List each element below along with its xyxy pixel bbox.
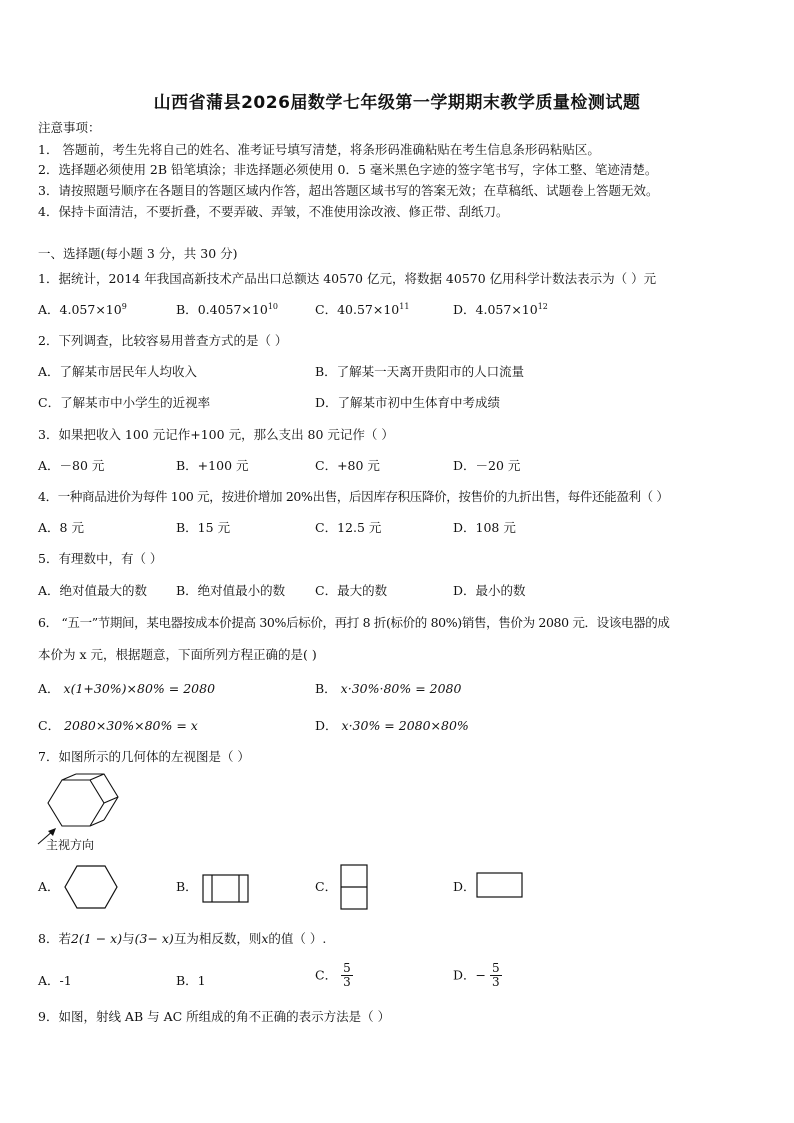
q7-figure-caption: 主视方向: [46, 838, 95, 852]
fraction: $\frac{5}{3}$: [492, 961, 500, 989]
notice-item-4: 4．保持卡面清洁，不要折叠，不要弄破、弄皱，不准使用涂改液、修正带、刮纸刀。: [38, 204, 509, 219]
q2-option-d[interactable]: D．了解某市初中生体育中考成绩: [315, 395, 501, 410]
q1-option-b[interactable]: B．$0.4057\times 10^{10}$: [176, 302, 278, 317]
q1-stem: 1．据统计，2014 年我国高新技术产品出口总额达 40570 亿元，将数据 40570 亿用科学计数法表示为（ ）元: [38, 271, 657, 286]
q7-option-b[interactable]: B．: [176, 879, 198, 894]
q2-stem: 2．下列调查，比较容易用普查方式的是（ ）: [38, 333, 288, 348]
q8-option-d[interactable]: D．− $\frac{5}{3}$: [453, 961, 500, 989]
q5-option-d[interactable]: D．最小的数: [453, 583, 526, 598]
q7-option-d[interactable]: D．: [453, 879, 476, 894]
q6-stem-line-1: 6． “五一”节期间，某电器按成本价提高 30%后标价，再打 8 折(标价的 80%)销售，售价为 2080 元．设该电器的成: [38, 615, 670, 630]
q4-option-c[interactable]: C．12.5 元: [315, 520, 382, 535]
section-heading: 一、选择题(每小题 3 分，共 30 分): [38, 246, 238, 261]
q8-option-b[interactable]: B．1: [176, 973, 206, 988]
q4-option-a[interactable]: A．8 元: [38, 520, 84, 535]
q7-option-c[interactable]: C．: [315, 879, 338, 894]
q5-stem: 5．有理数中，有（ ）: [38, 551, 163, 566]
q5-option-c[interactable]: C．最大的数: [315, 583, 388, 598]
stacked-rectangles-view-icon[interactable]: [340, 864, 368, 910]
q3-option-a[interactable]: A．－80 元: [38, 458, 105, 473]
q7-stem: 7．如图所示的几何体的左视图是（ ）: [38, 749, 250, 764]
q1-option-c[interactable]: C．$40.57\times 10^{11}$: [315, 302, 410, 317]
three-rectangles-view-icon[interactable]: [202, 874, 249, 903]
q6-option-c[interactable]: C． 2080×30%×80% = x: [38, 718, 198, 733]
q1-option-d[interactable]: D．$4.057\times 10^{12}$: [453, 302, 548, 317]
q3-option-c[interactable]: C．+80 元: [315, 458, 380, 473]
single-rectangle-view-icon[interactable]: [476, 872, 523, 898]
q8-stem: 8．若2(1 − x)与(3− x)互为相反数，则x的值（ ）.: [38, 931, 327, 946]
notice-heading: 注意事项：: [38, 120, 101, 135]
hexagon-view-icon[interactable]: [64, 865, 118, 909]
q7-option-a[interactable]: A．: [38, 879, 60, 894]
notice-item-2: 2．选择题必须使用 2B 铅笔填涂；非选择题必须使用 0．5 毫米黑色字迹的签字笔书写，字体工整、笔迹清楚。: [38, 162, 658, 177]
q1-option-a[interactable]: A．$4.057\times 10^9$: [38, 302, 127, 317]
q4-option-d[interactable]: D．108 元: [453, 520, 516, 535]
q2-option-c[interactable]: C．了解某市中小学生的近视率: [38, 395, 211, 410]
q2-option-b[interactable]: B．了解某一天离开贵阳市的人口流量: [315, 364, 525, 379]
q6-stem-line-2: 本价为 x 元，根据题意，下面所列方程正确的是( ): [38, 647, 317, 662]
q3-option-d[interactable]: D．－20 元: [453, 458, 521, 473]
q3-stem: 3．如果把收入 100 元记作+100 元，那么支出 80 元记作（ ）: [38, 427, 394, 442]
q6-option-a[interactable]: A． x(1+30%)×80% = 2080: [38, 681, 216, 696]
q8-option-c[interactable]: C． $\frac{5}{3}$: [315, 961, 351, 989]
page-title: 山西省蒲县2026届数学七年级第一学期期末教学质量检测试题: [153, 93, 641, 113]
q5-option-b[interactable]: B．绝对值最小的数: [176, 583, 286, 598]
q8-option-a[interactable]: A．-1: [38, 973, 72, 988]
q6-option-b[interactable]: B． x·30%·80% = 2080: [315, 681, 462, 696]
q4-option-b[interactable]: B．15 元: [176, 520, 231, 535]
q3-option-b[interactable]: B．+100 元: [176, 458, 249, 473]
notice-item-1: 1． 答题前，考生先将自己的姓名、准考证号填写清楚，将条形码准确粘贴在考生信息条形码粘贴区。: [38, 142, 600, 157]
fraction: $\frac{5}{3}$: [343, 961, 351, 989]
q9-stem: 9．如图，射线 AB 与 AC 所组成的角不正确的表示方法是（ ）: [38, 1009, 391, 1024]
q4-stem: 4．一种商品进价为每件 100 元，按进价增加 20%出售，后因库存积压降价，按售价的九折出售，每件还能盈利（ ）: [38, 489, 669, 504]
notice-item-3: 3．请按照题号顺序在各题目的答题区域内作答，超出答题区域书写的答案无效；在草稿纸、试题卷上答题无效。: [38, 183, 659, 198]
q5-option-a[interactable]: A．绝对值最大的数: [38, 583, 148, 598]
q6-option-d[interactable]: D． x·30% = 2080×80%: [315, 718, 469, 733]
q2-option-a[interactable]: A．了解某市居民年人均收入: [38, 364, 198, 379]
